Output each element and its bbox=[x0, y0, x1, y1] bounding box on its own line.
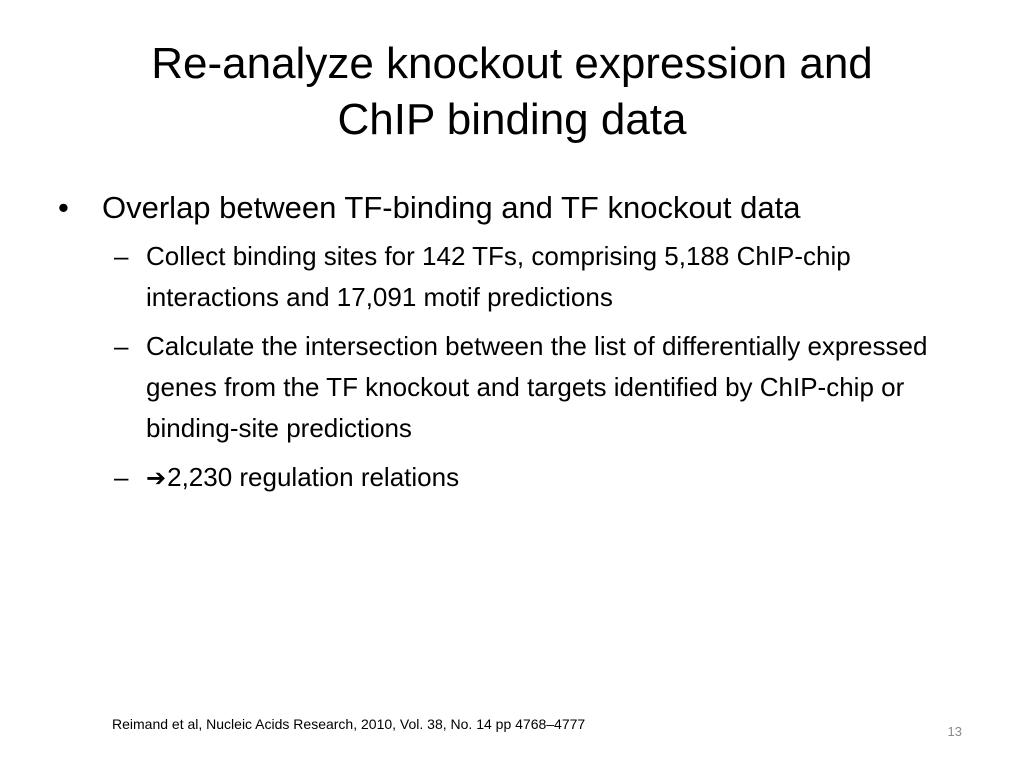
slide-title bbox=[60, 36, 964, 148]
main-bullet-text: Overlap between TF-binding and TF knockout data bbox=[102, 190, 801, 225]
sub-bullet-1 bbox=[58, 236, 968, 318]
sub-bullet-3 bbox=[58, 457, 968, 499]
title-line-2: ChIP binding data bbox=[337, 95, 687, 144]
citation: Reimand et al, Nucleic Acids Research, 2010, Vol. 38, No. 14 pp 4768–4777 bbox=[112, 716, 586, 732]
main-bullet bbox=[58, 188, 968, 228]
bullet-marker: • bbox=[58, 190, 69, 225]
dash-marker: – bbox=[114, 462, 129, 492]
slide-content bbox=[58, 188, 968, 507]
sub-bullet-text: Collect binding sites for 142 TFs, comprising 5,188 ChIP-chip interactions and 17,091 motif predictions bbox=[146, 241, 851, 312]
dash-marker: – bbox=[114, 331, 129, 361]
dash-marker: – bbox=[114, 241, 129, 271]
right-arrow-icon: ➔ bbox=[146, 464, 167, 492]
sub-bullet-text: 2,230 regulation relations bbox=[167, 462, 460, 492]
title-line-1: Re-analyze knockout expression and bbox=[151, 39, 873, 88]
page-number: 13 bbox=[947, 724, 962, 739]
sub-bullet-2 bbox=[58, 326, 968, 449]
sub-bullet-text: Calculate the intersection between the list of differentially expressed genes from the TF knockout and targets identified by ChIP-chip or binding-site predictions bbox=[146, 331, 928, 443]
